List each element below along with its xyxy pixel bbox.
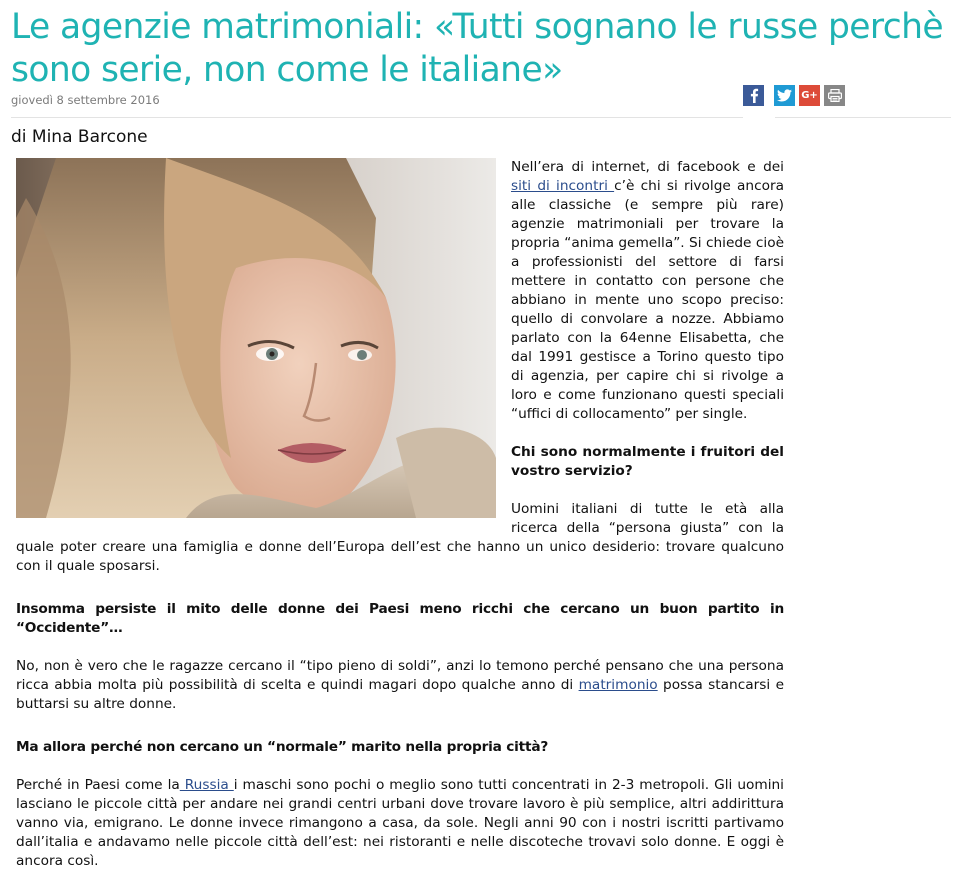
question-2: Insomma persiste il mito delle donne dei Paesi meno ricchi che cercano un buon partito in “Occidente”… bbox=[16, 601, 784, 636]
answer-2-text-end: possa stancarsi e buttarsi su altre donne. bbox=[16, 677, 784, 712]
print-icon bbox=[828, 89, 842, 102]
russia-link[interactable]: Russia bbox=[179, 777, 234, 793]
intro-text-start: Nell’era di internet, di facebook e dei bbox=[511, 159, 784, 175]
answer-2-text-start: No, non è vero che le ragazze cercano il “tipo pieno di soldi”, anzi lo temono perché pensano che una persona ricca abbia molta più possibilità di scelta e quindi magari dopo qualche anno di bbox=[16, 658, 784, 693]
header-divider bbox=[11, 117, 743, 118]
google-plus-label: G+ bbox=[801, 90, 818, 101]
twitter-share-button[interactable] bbox=[774, 85, 795, 106]
article-photo bbox=[16, 158, 496, 518]
answer-3 bbox=[16, 776, 784, 871]
article-date: giovedì 8 settembre 2016 bbox=[11, 93, 160, 107]
question-3: Ma allora perché non cercano un “normale” marito nella propria città? bbox=[16, 739, 549, 755]
google-plus-share-button[interactable] bbox=[799, 85, 820, 106]
facebook-share-button[interactable] bbox=[743, 85, 764, 106]
article-title: Le agenzie matrimoniali: «Tutti sognano le russe perchè sono serie, non come le italiane» bbox=[11, 7, 943, 90]
twitter-icon bbox=[777, 89, 792, 102]
answer-2 bbox=[16, 657, 784, 714]
facebook-icon bbox=[748, 88, 760, 103]
dating-sites-link[interactable]: siti di incontri bbox=[511, 178, 615, 194]
answer-3-text-end: i maschi sono pochi o meglio sono tutti concentrati in 2-3 metropoli. Gli uomini lasciano le piccole città per andare nei grandi centri urbani dove trovare lavoro è più semplice, altri addirittura vanno via, emigrano. Le donne invece rimangono a casa, da sole. Negli anni 90 con i nostri iscritti partivamo dall’italia e andavamo nelle piccole città dell’est: nei ristoranti e nelle discoteche trovavi solo donne. E oggi è ancora così. bbox=[16, 777, 784, 869]
article-author: di Mina Barcone bbox=[11, 127, 148, 147]
answer-1: Uomini italiani di tutte le età alla ricerca della “persona giusta” con la quale poter creare una famiglia e donne dell’Europa dell’est che hanno un unico desiderio: trovare qualcuno con il quale sposarsi. bbox=[16, 501, 784, 574]
intro-text-end: c’è chi si rivolge ancora alle classiche (e sempre più rare) agenzie matrimoniali per trovare la propria “anima gemella”. Si chiede cioè a professionisti del settore di farsi mettere in contatto con persone che abbiano in mente uno scopo preciso: quello di convolare a nozze. Abbiamo parlato con la 64enne Elisabetta, che dal 1991 gestisce a Torino questo tipo di agenzia, per capire chi si rivolge a loro e come funzionano questi speciali “uffici di collocamento” per single. bbox=[511, 178, 785, 422]
article-body bbox=[16, 158, 784, 871]
marriage-link[interactable]: matrimonio bbox=[578, 677, 658, 693]
print-button[interactable] bbox=[824, 85, 845, 106]
share-bar bbox=[743, 85, 845, 106]
sidebar-divider bbox=[775, 117, 951, 118]
question-1: Chi sono normalmente i fruitori del vostro servizio? bbox=[511, 444, 784, 479]
answer-3-text-start: Perché in Paesi come la bbox=[16, 777, 180, 793]
